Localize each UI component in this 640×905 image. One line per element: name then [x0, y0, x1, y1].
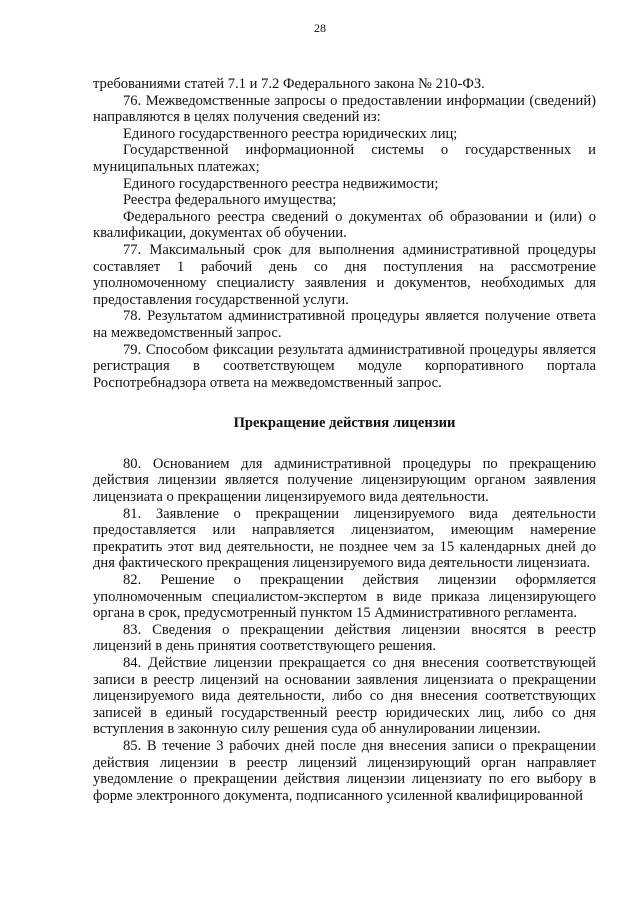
paragraph-83: 83. Сведения о прекращении действия лицензии вносятся в реестр лицензий в день принятия соответствующего решения. [93, 621, 596, 655]
paragraph-85: 85. В течение 3 рабочих дней после дня внесения записи о прекращении действия лицензии в реестр лицензий лицензирующий орган направляет уведомление о прекращении действия лицензии лицензиату по его выбору в форме электронного документа, подписанного усиленной квалифицированной [93, 737, 596, 804]
paragraph-81: 81. Заявление о прекращении лицензируемого вида деятельности предоставляется или направляется лицензиатом, имеющим намерение прекратить этот вид деятельности, не позднее чем за 15 календарных дней до дня фактического прекращения лицензируемого вида деятельности лицензиата. [93, 505, 596, 572]
paragraph-80: 80. Основанием для административной процедуры по прекращению действия лицензии является получение лицензирующим органом заявления лицензиата о прекращении лицензируемого вида деятельности. [93, 455, 596, 506]
list-item-gis-gmp: Государственной информационной системы о государственных и муниципальных платежах; [93, 142, 596, 175]
paragraph-77: 77. Максимальный срок для выполнения административной процедуры составляет 1 рабочий день со дня поступления на рассмотрение уполномоченному специалисту заявления и документов, необходимых для предоставления государственной услуги. [93, 241, 596, 308]
section-heading: Прекращение действия лицензии [233, 415, 456, 432]
list-item-egrul: Единого государственного реестра юридических лиц; [123, 125, 458, 142]
paragraph-76: 76. Межведомственные запросы о предоставлении информации (сведений) направляются в целях получения сведений из: [93, 92, 596, 126]
paragraph-78: 78. Результатом административной процедуры является получение ответа на межведомственный запрос. [93, 308, 596, 341]
paragraph-84: 84. Действие лицензии прекращается со дня внесения соответствующей записи в реестр лицензий на основании заявления лицензиата о прекращении лицензируемого вида деятельности, либо со дня внесения соответствующих записей в единый государственный реестр юридических лиц, либо со дня вступления в законную силу решения суда об аннулировании лицензии. [93, 655, 596, 738]
page-body [93, 76, 596, 804]
paragraph-79: 79. Способом фиксации результата административной процедуры является регистрация в соответствующем модуле корпоративного портала Роспотребнадзора ответа на межведомственный запрос. [93, 341, 596, 391]
list-item-egrn: Единого государственного реестра недвижимости; [123, 175, 439, 192]
page-number: 28 [314, 21, 326, 35]
list-item-education-registry: Федерального реестра сведений о документах об образовании и (или) о квалификации, документах об обучении. [93, 208, 596, 242]
list-item-federal-property: Реестра федерального имущества; [123, 192, 337, 209]
paragraph-continuation: требованиями статей 7.1 и 7.2 Федерального закона № 210-ФЗ. [93, 76, 485, 92]
paragraph-82: 82. Решение о прекращении действия лицензии оформляется уполномоченным специалистом-экспертом в виде приказа лицензирующего органа в срок, предусмотренный пунктом 15 Административного регламента. [93, 572, 596, 622]
